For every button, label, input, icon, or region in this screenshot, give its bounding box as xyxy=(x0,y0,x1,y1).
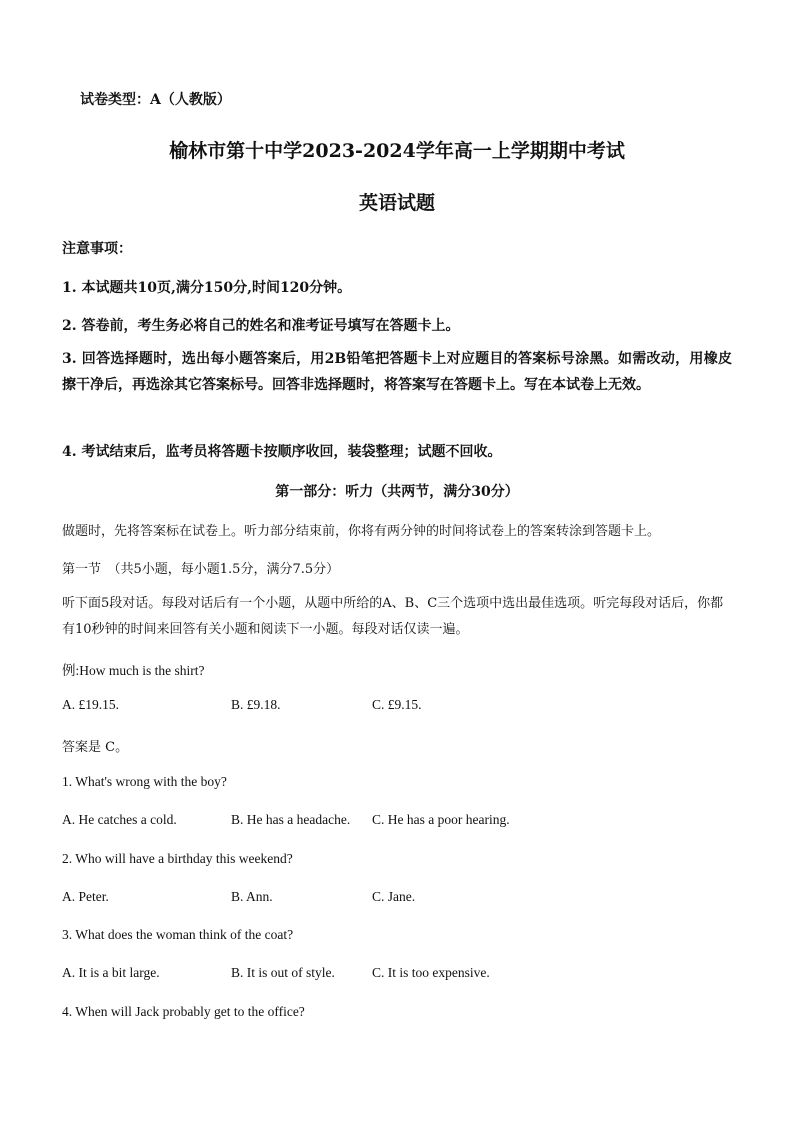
part1-heading: 第一部分：听力（共两节，满分30分） xyxy=(275,484,519,500)
part1-intro: 做题时，先将答案标在试卷上。听力部分结束前，你将有两分钟的时间将试卷上的答案转涂到答题卡上。 xyxy=(62,524,661,539)
notice-heading: 注意事项： xyxy=(62,241,132,257)
question-3: 3. What does the woman think of the coat? xyxy=(62,927,294,942)
question-2-option-a: A. Peter. xyxy=(62,889,109,904)
question-1-option-c: C. He has a poor hearing. xyxy=(372,812,510,827)
example-question: 例:How much is the shirt? xyxy=(62,663,205,678)
example-option-a: A. £19.15. xyxy=(62,697,119,712)
section1-instructions: 听下面5段对话。每段对话后有一个小题，从题中所给的A、B、C三个选项中选出最佳选项。听完每段对话后，你都有10秒钟的时间来回答有关小题和阅读下一小题。每段对话仅读一遍。 xyxy=(62,596,724,637)
exam-title: 榆林市第十中学2023-2024学年高一上学期期中考试 xyxy=(169,140,625,162)
example-option-b: B. £9.18. xyxy=(231,697,281,712)
paper-type: 试卷类型：A（人教版） xyxy=(80,92,231,108)
notice-item-4: 4. 考试结束后，监考员将答题卡按顺序收回，装袋整理；试题不回收。 xyxy=(62,444,502,460)
example-answer: 答案是 C。 xyxy=(62,740,129,755)
exam-subtitle: 英语试题 xyxy=(358,192,435,214)
notice-item-2: 2. 答卷前，考生务必将自己的姓名和准考证号填写在答题卡上。 xyxy=(62,318,460,334)
notice-item-1: 1. 本试题共10页,满分150分,时间120分钟。 xyxy=(62,280,352,296)
section1-heading: 第一节 （共5小题，每小题1.5分，满分7.5分） xyxy=(62,562,340,577)
question-1-option-b: B. He has a headache. xyxy=(231,812,351,827)
question-4: 4. When will Jack probably get to the office? xyxy=(62,1004,305,1019)
question-1-option-a: A. He catches a cold. xyxy=(62,812,177,827)
question-2-option-b: B. Ann. xyxy=(231,889,273,904)
question-3-option-b: B. It is out of style. xyxy=(231,965,335,980)
example-option-c: C. £9.15. xyxy=(372,697,422,712)
question-2-option-c: C. Jane. xyxy=(372,889,416,904)
question-2: 2. Who will have a birthday this weekend? xyxy=(62,851,293,866)
question-3-option-c: C. It is too expensive. xyxy=(372,965,490,980)
question-3-option-a: A. It is a bit large. xyxy=(62,965,160,980)
question-1: 1. What's wrong with the boy? xyxy=(62,774,227,789)
notice-item-3: 3. 回答选择题时，选出每小题答案后，用2B铅笔把答题卡上对应题目的答案标号涂黑。如需改动，用橡皮擦干净后，再选涂其它答案标号。回答非选择题时，将答案写在答题卡上。写在本试卷上无效。 xyxy=(62,351,732,393)
